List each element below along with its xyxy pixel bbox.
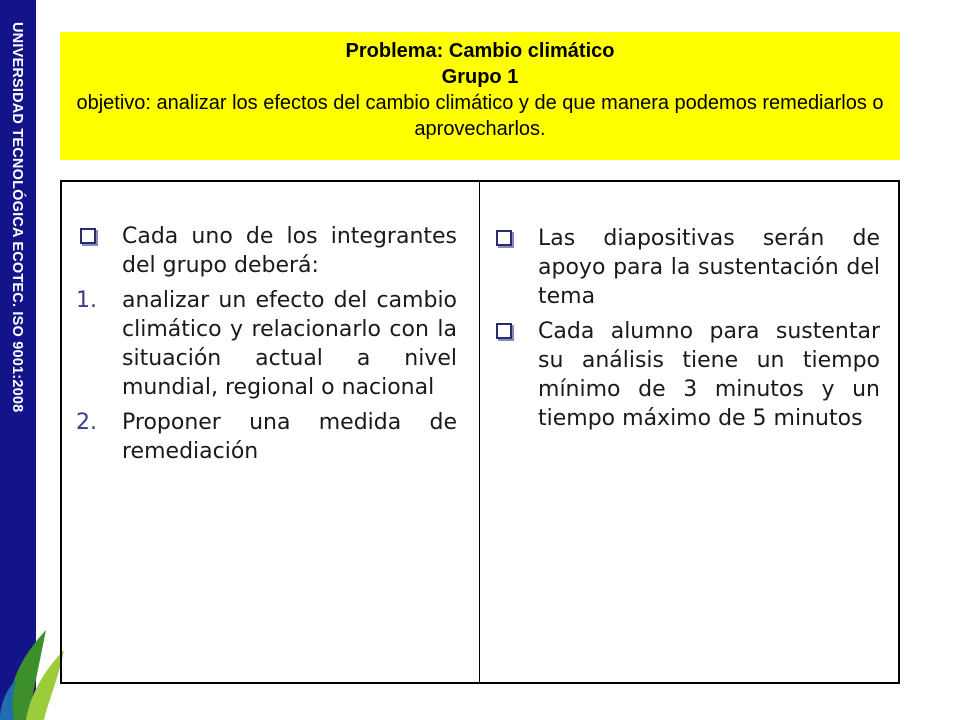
step-number: 2. — [76, 410, 97, 435]
square-bullet-icon — [496, 230, 512, 246]
square-bullet-icon — [80, 228, 96, 244]
slide-title: Problema: Cambio climático — [345, 40, 615, 62]
objective-text: objetivo: analizar los efectos del cambio climático y de que manera podemos remediarlos o aprovecharlos. — [76, 92, 884, 140]
step-text: Proponer una medida de remediación — [122, 410, 458, 464]
left-column — [62, 182, 480, 682]
list-item — [76, 222, 457, 280]
step-number: 1. — [76, 288, 97, 313]
item-text: Cada alumno para sustentar su análisis tiene un tiempo mínimo de 3 minutos y un tiempo máximo de 5 minutos — [538, 319, 880, 431]
item-text: Las diapositivas serán de apoyo para la sustentación del tema — [538, 226, 880, 309]
group-label: Grupo 1 — [441, 66, 519, 88]
list-item — [76, 408, 457, 466]
list-item — [492, 224, 880, 311]
university-name: UNIVERSIDAD TECNOLÓGICA ECOTEC. ISO 9001:2008 — [9, 22, 25, 413]
square-bullet-icon — [496, 323, 512, 339]
header-banner — [60, 32, 900, 160]
content-table — [60, 180, 900, 684]
step-text: analizar un efecto del cambio climático y relacionarlo con la situación actual a nivel mundial, regional o nacional — [122, 288, 458, 400]
list-item — [492, 317, 880, 433]
list-item — [76, 286, 457, 402]
right-column — [480, 182, 898, 682]
intro-text: Cada uno de los integrantes del grupo deberá: — [122, 224, 458, 278]
